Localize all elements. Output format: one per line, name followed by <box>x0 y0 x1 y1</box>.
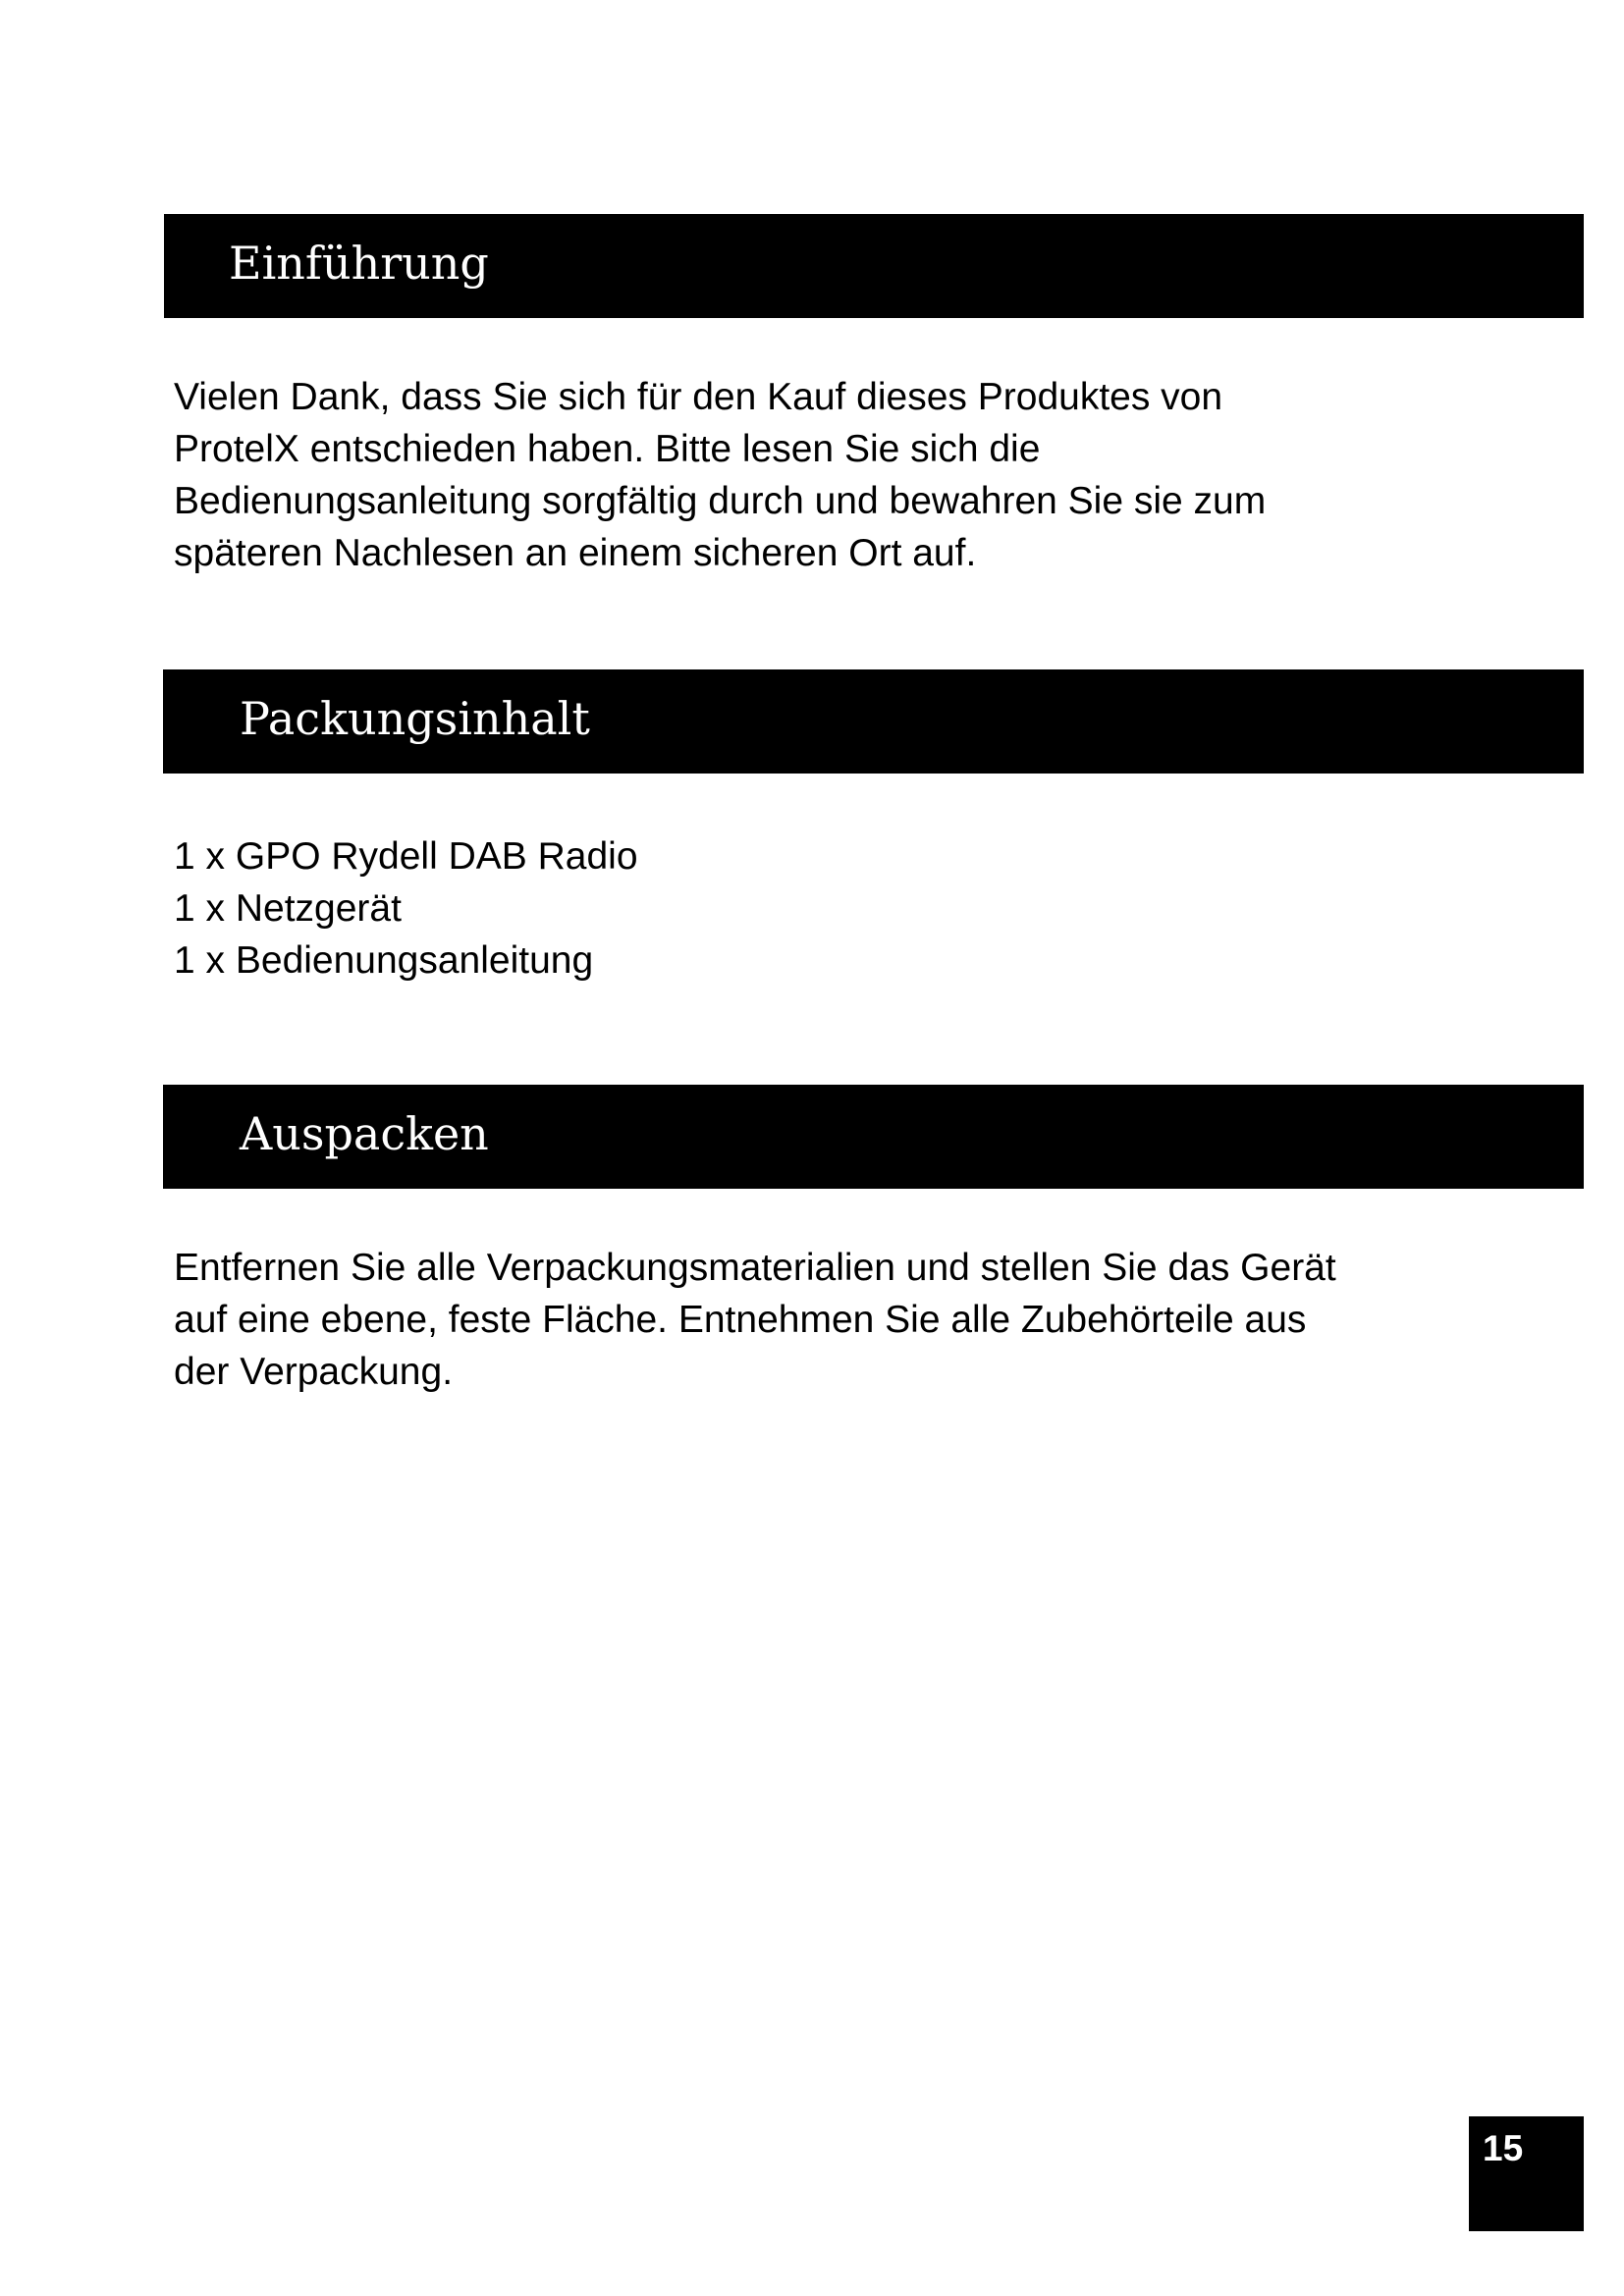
section-heading-bar-packungsinhalt <box>163 669 1584 774</box>
section-heading-packungsinhalt: Packungsinhalt <box>240 692 590 745</box>
package-contents-list <box>174 830 638 987</box>
section-heading-bar-auspacken <box>163 1085 1584 1189</box>
page-number-box <box>1469 2116 1584 2231</box>
list-item: 1 x Netzgerät <box>174 887 402 930</box>
section-heading-einfuehrung: Einführung <box>229 237 489 290</box>
section-heading-bar-einfuehrung <box>164 214 1584 318</box>
list-item: 1 x GPO Rydell DAB Radio <box>174 835 638 878</box>
list-item: 1 x Bedienungsanleitung <box>174 939 594 982</box>
unpacking-paragraph: Entfernen Sie alle Verpackungsmaterialien und stellen Sie das Gerät auf eine ebene, feste Fläche. Entnehmen Sie alle Zubehörteile aus der Verpackung. <box>174 1247 1336 1393</box>
page-number: 15 <box>1483 2128 1524 2168</box>
intro-paragraph: Vielen Dank, dass Sie sich für den Kauf dieses Produktes von ProtelX entschieden haben. Bitte lesen Sie sich die Bedienungsanleitung sorgfältig durch und bewahren Sie sie zum späteren Nachlesen an einem sicheren Ort auf. <box>174 376 1267 574</box>
section-heading-auspacken: Auspacken <box>240 1107 489 1160</box>
